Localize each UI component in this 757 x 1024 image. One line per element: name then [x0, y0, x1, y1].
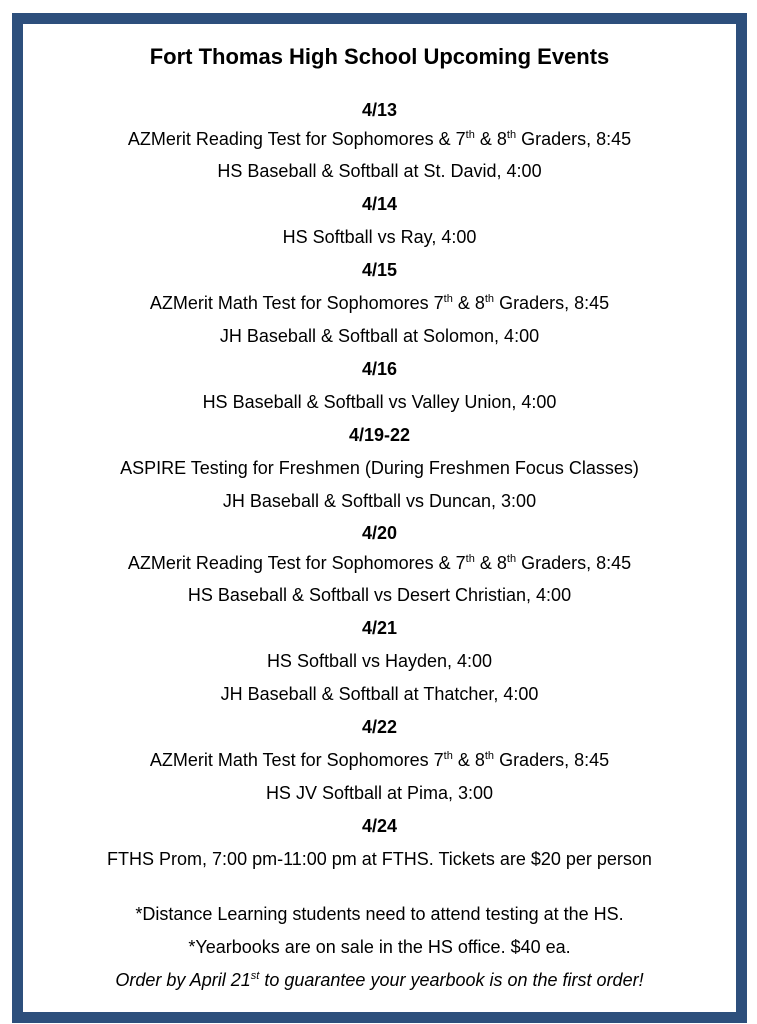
note-yearbooks: *Yearbooks are on sale in the HS office. $40 ea. — [188, 937, 571, 957]
event-item: HS Softball vs Ray, 4:00 — [282, 227, 477, 247]
note-order-deadline: Order by April 21st to guarantee your yearbook is on the first order! — [115, 970, 644, 990]
event-item: JH Baseball & Softball vs Duncan, 3:00 — [222, 491, 537, 511]
event-item: AZMerit Math Test for Sophomores 7th & 8th Graders, 8:45 — [149, 750, 610, 770]
event-date: 4/13 — [361, 100, 398, 120]
event-item: FTHS Prom, 7:00 pm-11:00 pm at FTHS. Tickets are $20 per person — [107, 849, 652, 869]
event-date: 4/16 — [361, 359, 398, 379]
flyer-frame — [12, 13, 747, 1023]
event-item: HS Baseball & Softball vs Valley Union, 4:00 — [202, 392, 557, 412]
event-item: AZMerit Reading Test for Sophomores & 7th & 8th Graders, 8:45 — [127, 129, 632, 149]
event-item: AZMerit Math Test for Sophomores 7th & 8th Graders, 8:45 — [149, 293, 610, 313]
event-item: HS Softball vs Hayden, 4:00 — [266, 651, 493, 671]
event-item: AZMerit Reading Test for Sophomores & 7th & 8th Graders, 8:45 — [127, 553, 632, 573]
event-date: 4/14 — [361, 194, 398, 214]
event-item: JH Baseball & Softball at Thatcher, 4:00 — [220, 684, 539, 704]
event-date: 4/15 — [361, 260, 398, 280]
event-item: HS Baseball & Softball at St. David, 4:00 — [217, 161, 542, 181]
event-item: ASPIRE Testing for Freshmen (During Freshmen Focus Classes) — [120, 458, 639, 478]
flyer-title: Fort Thomas High School Upcoming Events — [149, 44, 610, 69]
event-date: 4/24 — [361, 816, 398, 836]
event-date: 4/21 — [361, 618, 398, 638]
event-item: HS JV Softball at Pima, 3:00 — [265, 783, 494, 803]
event-date: 4/19-22 — [348, 425, 411, 445]
event-item: HS Baseball & Softball vs Desert Christian, 4:00 — [187, 585, 572, 605]
note-distance-learning: *Distance Learning students need to attend testing at the HS. — [135, 904, 624, 924]
event-date: 4/20 — [361, 523, 398, 543]
event-item: JH Baseball & Softball at Solomon, 4:00 — [219, 326, 540, 346]
event-date: 4/22 — [361, 717, 398, 737]
